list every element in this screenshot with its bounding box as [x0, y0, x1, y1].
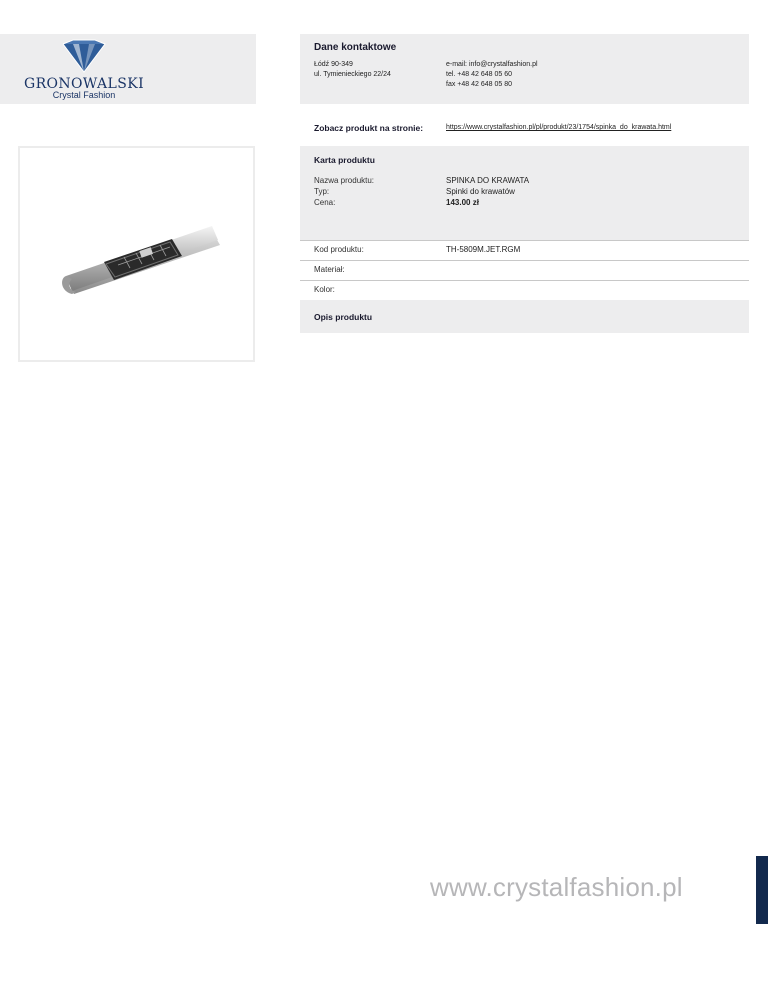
- material-row: [300, 261, 749, 281]
- code-row: [300, 241, 749, 261]
- footer-website: www.crystalfashion.pl: [430, 872, 683, 902]
- contact-panel: [300, 34, 749, 104]
- product-link-label: Zobacz produkt na stronie:: [314, 123, 424, 133]
- name-label: Nazwa produktu:: [314, 176, 375, 185]
- price-value: 143.00 zł: [446, 198, 479, 207]
- code-label: Kod produktu:: [314, 245, 364, 254]
- main-values: [446, 175, 529, 208]
- footer-accent-bar: [756, 856, 768, 924]
- tie-clip-image: [20, 148, 253, 360]
- logo-name: GRONOWALSKI: [23, 76, 144, 92]
- contact-phone: tel. +48 42 648 05 60: [446, 71, 512, 78]
- contact-details: [446, 60, 538, 90]
- card-title: Karta produktu: [314, 155, 375, 165]
- company-logo: [0, 34, 168, 104]
- address-block: [314, 60, 391, 80]
- name-value: SPINKA DO KRAWATA: [446, 176, 530, 185]
- product-link-row: [300, 121, 749, 137]
- price-label: Cena:: [314, 198, 336, 207]
- contact-title: Dane kontaktowe: [314, 42, 397, 53]
- card-main-info: [300, 172, 749, 241]
- main-labels: [314, 175, 374, 208]
- contact-email: e-mail: info@crystalfashion.pl: [446, 61, 538, 68]
- product-page-link[interactable]: https://www.crystalfashion.pl/pl/produkt/23/1754/spinka_do_krawata.html: [446, 124, 672, 131]
- product-photo: [18, 146, 255, 362]
- description-panel: [300, 300, 749, 333]
- type-value: Spinki do krawatów: [446, 187, 515, 196]
- color-row: [300, 281, 749, 301]
- logo-panel: [0, 34, 256, 104]
- product-card: [300, 146, 749, 320]
- diamond-icon: [59, 38, 109, 74]
- address-city: Łódź 90-349: [314, 61, 353, 68]
- code-value: TH-5809M.JET.RGM: [446, 245, 521, 254]
- type-label: Typ:: [314, 187, 330, 196]
- color-label: Kolor:: [314, 285, 335, 294]
- material-label: Materiał:: [314, 265, 345, 274]
- address-street: ul. Tymienieckiego 22/24: [314, 71, 391, 78]
- logo-tagline: Crystal Fashion: [52, 90, 116, 100]
- card-header: [300, 146, 749, 172]
- contact-fax: fax +48 42 648 05 80: [446, 81, 512, 88]
- description-title: Opis produktu: [314, 312, 373, 322]
